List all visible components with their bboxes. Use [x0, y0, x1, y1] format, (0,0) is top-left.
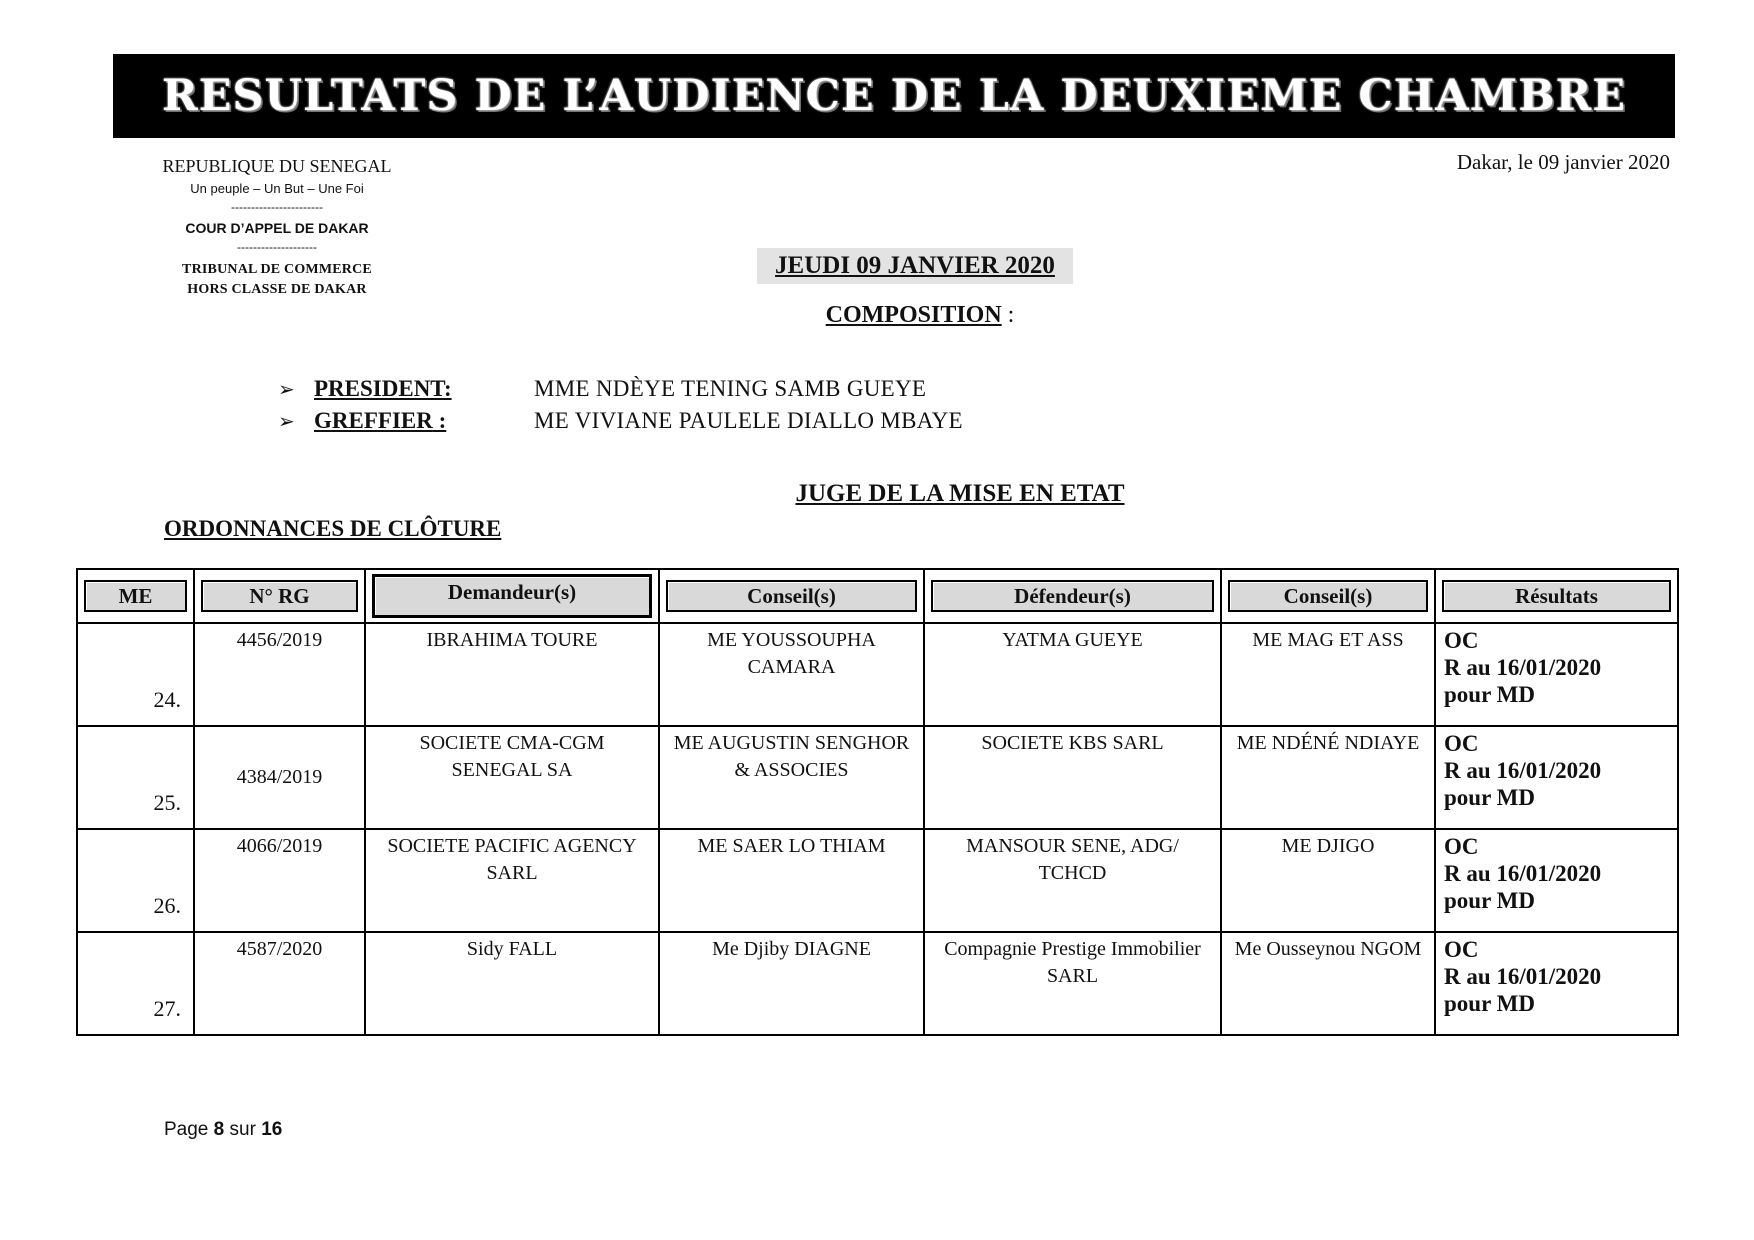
member-name: ME VIVIANE PAULELE DIALLO MBAYE	[534, 408, 963, 433]
column-header-conseil-demandeur	[659, 569, 924, 623]
member-role-suffix: :	[432, 408, 447, 433]
result-renvoi: R au 16/01/2020	[1444, 861, 1602, 886]
cell-demandeur: SOCIETE PACIFIC AGENCY SARL	[365, 829, 659, 932]
member-role	[314, 406, 534, 436]
result-code: OC	[1444, 937, 1479, 962]
member-greffier	[278, 406, 963, 436]
table-header-row	[77, 569, 1678, 623]
cell-rg: 4066/2019	[194, 829, 365, 932]
letterhead-separator: --------------------	[237, 240, 317, 254]
letterhead-court: COUR D’APPEL DE DAKAR	[185, 220, 369, 236]
table-row	[77, 932, 1678, 1035]
cell-conseil-demandeur: ME AUGUSTIN SENGHOR & ASSOCIES	[659, 726, 924, 829]
footer-middle: sur	[224, 1119, 262, 1140]
column-header-me	[77, 569, 194, 623]
cell-rg: 4587/2020	[194, 932, 365, 1035]
result-motif: pour MD	[1444, 888, 1535, 913]
letterhead-separator: -----------------------	[231, 200, 323, 214]
cell-conseil-demandeur: ME SAER LO THIAM	[659, 829, 924, 932]
table-row	[77, 726, 1678, 829]
table-row	[77, 829, 1678, 932]
results-table	[76, 568, 1679, 1036]
letterhead-republic: REPUBLIQUE DU SENEGAL	[162, 156, 392, 176]
cell-conseil-defendeur: Me Ousseynou NGOM	[1221, 932, 1435, 1035]
composition-heading	[700, 302, 1140, 329]
hearing-date: JEUDI 09 JANVIER 2020	[757, 248, 1073, 284]
cell-conseil-defendeur: ME DJIGO	[1221, 829, 1435, 932]
cell-number: 27.	[77, 932, 194, 1035]
cell-number: 24.	[77, 623, 194, 726]
cell-rg: 4384/2019	[194, 726, 365, 829]
cell-rg: 4456/2019	[194, 623, 365, 726]
column-header-label: Conseil(s)	[1228, 580, 1428, 612]
cell-conseil-defendeur: ME MAG ET ASS	[1221, 623, 1435, 726]
letterhead-tribunal	[140, 260, 414, 300]
page-footer	[164, 1119, 282, 1141]
cell-conseil-defendeur: ME NDÉNÉ NDIAYE	[1221, 726, 1435, 829]
footer-total-pages: 16	[261, 1119, 283, 1140]
result-code: OC	[1444, 731, 1479, 756]
table-row	[77, 623, 1678, 726]
letterhead-motto: Un peuple – Un But – Une Foi	[190, 181, 364, 196]
cell-resultat	[1435, 726, 1678, 829]
result-renvoi: R au 16/01/2020	[1444, 964, 1602, 989]
arrow-bullet-icon: ➢	[278, 377, 295, 401]
column-header-label: Demandeur(s)	[372, 574, 652, 618]
arrow-bullet-icon: ➢	[278, 409, 295, 433]
cell-conseil-demandeur: Me Djiby DIAGNE	[659, 932, 924, 1035]
letterhead-tribunal-line: TRIBUNAL DE COMMERCE	[182, 262, 372, 277]
column-header-label: N° RG	[201, 580, 358, 612]
cell-defendeur: YATMA GUEYE	[924, 623, 1221, 726]
cell-conseil-demandeur: ME YOUSSOUPHA CAMARA	[659, 623, 924, 726]
column-header-label: Résultats	[1442, 580, 1671, 612]
column-header-label: Défendeur(s)	[931, 580, 1214, 612]
result-code: OC	[1444, 834, 1479, 859]
column-header-label: Conseil(s)	[666, 580, 917, 612]
subsection-title: ORDONNANCES DE CLÔTURE	[164, 516, 502, 541]
column-header-resultats	[1435, 569, 1678, 623]
cell-demandeur: IBRAHIMA TOURE	[365, 623, 659, 726]
result-motif: pour MD	[1444, 785, 1535, 810]
footer-prefix: Page	[164, 1119, 214, 1140]
letterhead-tribunal-line: HORS CLASSE DE DAKAR	[187, 282, 367, 297]
cell-defendeur: Compagnie Prestige Immobilier SARL	[924, 932, 1221, 1035]
column-header-label: ME	[84, 580, 187, 612]
member-role	[314, 374, 534, 404]
member-name: MME NDÈYE TENING SAMB GUEYE	[534, 376, 927, 401]
cell-resultat	[1435, 623, 1678, 726]
section-title: JUGE DE LA MISE EN ETAT	[795, 480, 1125, 507]
member-role-suffix: :	[443, 376, 452, 401]
result-code: OC	[1444, 628, 1479, 653]
cell-number: 25.	[77, 726, 194, 829]
footer-current-page: 8	[213, 1119, 225, 1140]
letterhead	[140, 156, 414, 300]
column-header-conseil-defendeur	[1221, 569, 1435, 623]
result-renvoi: R au 16/01/2020	[1444, 655, 1602, 680]
cell-demandeur: SOCIETE CMA-CGM SENEGAL SA	[365, 726, 659, 829]
place-date: Dakar, le 09 janvier 2020	[1456, 150, 1670, 174]
member-president	[278, 374, 926, 404]
composition-label: COMPOSITION	[825, 302, 1002, 328]
member-role-label: GREFFIER	[314, 408, 433, 433]
cell-resultat	[1435, 932, 1678, 1035]
page-banner	[113, 54, 1675, 138]
banner-title: RESULTATS DE L’AUDIENCE DE LA DEUXIEME CHAMBRE	[161, 71, 1627, 121]
member-role-label: PRESIDENT	[314, 376, 444, 401]
cell-defendeur: MANSOUR SENE, ADG/ TCHCD	[924, 829, 1221, 932]
column-header-rg	[194, 569, 365, 623]
cell-defendeur: SOCIETE KBS SARL	[924, 726, 1221, 829]
result-motif: pour MD	[1444, 682, 1535, 707]
cell-number: 26.	[77, 829, 194, 932]
column-header-defendeur	[924, 569, 1221, 623]
cell-demandeur: Sidy FALL	[365, 932, 659, 1035]
column-header-demandeur	[365, 569, 659, 623]
cell-resultat	[1435, 829, 1678, 932]
composition-suffix: :	[1001, 302, 1015, 328]
result-renvoi: R au 16/01/2020	[1444, 758, 1602, 783]
result-motif: pour MD	[1444, 991, 1535, 1016]
